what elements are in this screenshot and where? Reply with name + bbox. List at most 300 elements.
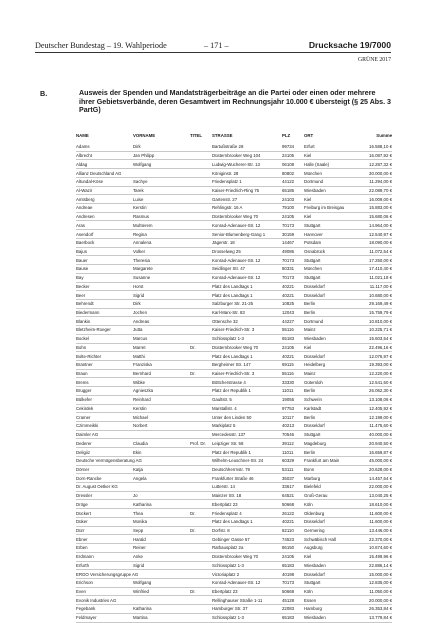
titel-cell bbox=[190, 552, 212, 561]
titel-cell bbox=[190, 177, 212, 186]
vorname-cell: Claudia bbox=[133, 440, 148, 446]
summe-cell: 12.287,32 € bbox=[369, 161, 392, 167]
summe-cell: 22.089,70 € bbox=[369, 187, 392, 193]
titel-cell bbox=[190, 430, 212, 439]
titel-cell bbox=[190, 160, 212, 169]
strasse-cell: Rathausplatz 2a bbox=[212, 545, 244, 551]
name-cell: Evonik Industries AG bbox=[76, 597, 117, 603]
titel-cell bbox=[190, 299, 212, 308]
summe-cell: 12.220,00 € bbox=[369, 371, 392, 377]
table-row bbox=[76, 204, 392, 213]
plz-cell: 70173 bbox=[282, 275, 295, 281]
strasse-cell: Mainzer Str. 18 bbox=[212, 493, 242, 499]
table-row bbox=[76, 587, 392, 596]
table-row bbox=[76, 256, 392, 265]
vorname-cell: Martina bbox=[133, 615, 148, 621]
name-cell: Cekirdek bbox=[76, 405, 94, 411]
titel-cell bbox=[190, 204, 212, 213]
party-label: GRÜNE 2017 bbox=[357, 57, 391, 63]
summe-cell: 45.000,00 € bbox=[369, 458, 392, 464]
summe-cell: 14.457,64 € bbox=[369, 475, 392, 481]
vorname-cell: Margarete bbox=[133, 266, 153, 272]
vorname-cell: Jo bbox=[133, 493, 138, 499]
summe-cell: 16.087,92 € bbox=[369, 153, 392, 159]
vorname-cell: Kerstin bbox=[133, 405, 147, 411]
ort-cell: Stuttgart bbox=[304, 257, 321, 263]
table-row bbox=[76, 238, 392, 247]
strasse-cell: Schlossplatz 1-3 bbox=[212, 615, 244, 621]
strasse-cell: Bergheimer Str. 147 bbox=[212, 362, 251, 368]
titel-cell: Dr. bbox=[190, 589, 196, 595]
name-cell: Dederer bbox=[76, 440, 92, 446]
ort-cell: Düsseldorf bbox=[304, 283, 325, 289]
column-header-ort: ORT bbox=[304, 133, 314, 138]
titel-cell bbox=[190, 143, 212, 151]
plz-cell: 65183 bbox=[282, 615, 295, 621]
name-cell: Bay bbox=[76, 275, 84, 281]
ort-cell: Osnabrück bbox=[304, 248, 326, 254]
vorname-cell: Winfried bbox=[133, 589, 149, 595]
vorname-cell: Katja bbox=[133, 466, 143, 472]
summe-cell: 11.600,00 € bbox=[369, 510, 392, 516]
titel-cell bbox=[190, 212, 212, 221]
strasse-cell: Friedensplatz 1 bbox=[212, 179, 242, 185]
strasse-cell: Platz der Republik 1 bbox=[212, 449, 251, 455]
strasse-cell: Drosselweg 25 bbox=[212, 248, 241, 254]
strasse-cell: Frankfurter Straße 46 bbox=[212, 475, 254, 481]
name-cell: Dürr bbox=[76, 527, 85, 533]
table-row bbox=[76, 465, 392, 474]
name-cell: Even bbox=[76, 589, 86, 595]
plz-cell: 40221 bbox=[282, 292, 295, 298]
table-row bbox=[76, 299, 392, 308]
titel-cell bbox=[190, 544, 212, 553]
ort-cell: Dortmund bbox=[304, 318, 324, 324]
table-row bbox=[76, 387, 392, 396]
titel-cell: Dr. bbox=[190, 510, 196, 516]
summe-cell: 26.062,30 € bbox=[369, 388, 392, 394]
table-row bbox=[76, 413, 392, 422]
summe-cell: 15.883,00 € bbox=[369, 205, 392, 211]
titel-cell bbox=[190, 570, 212, 579]
name-cell: Braun bbox=[76, 371, 88, 377]
ort-cell: Bonn bbox=[304, 466, 315, 472]
table-row bbox=[76, 177, 392, 186]
name-cell: Brems bbox=[76, 379, 89, 385]
titel-cell bbox=[190, 151, 212, 160]
ort-cell: Berlin bbox=[304, 449, 316, 455]
vorname-cell: Reiner bbox=[133, 545, 146, 551]
name-cell: Dörner bbox=[76, 466, 90, 472]
ort-cell: Berlin bbox=[304, 414, 316, 420]
titel-cell bbox=[190, 613, 212, 622]
strasse-cell: Dorfstr. 8 bbox=[212, 527, 230, 533]
ort-cell: Dortmund bbox=[304, 179, 324, 185]
plz-cell: 40221 bbox=[282, 283, 295, 289]
table-row bbox=[76, 500, 392, 509]
strasse-cell: Konrad-Adenauer-Str. 12 bbox=[212, 222, 261, 228]
vorname-cell: Dirk bbox=[133, 144, 141, 150]
table-row bbox=[76, 526, 392, 535]
strasse-cell: Platz des Landtags 1 bbox=[212, 519, 253, 525]
strasse-cell: Ebertplatz 23 bbox=[212, 589, 238, 595]
summe-cell: 12.540,97 € bbox=[369, 231, 392, 237]
table-row bbox=[76, 143, 392, 151]
ort-cell: Bielefeld bbox=[304, 484, 321, 490]
ort-cell: Wiesbaden bbox=[304, 187, 326, 193]
summe-cell: 16.009,00 € bbox=[369, 196, 392, 202]
table-row bbox=[76, 212, 392, 221]
plz-cell: 40198 bbox=[282, 571, 295, 577]
ort-cell: Kiel bbox=[304, 344, 312, 350]
strasse-cell: Hamburger Str. 37 bbox=[212, 606, 248, 612]
table-row bbox=[76, 221, 392, 230]
name-cell: ERGO Versicherungsgruppe AG bbox=[76, 571, 139, 577]
plz-cell: 26122 bbox=[282, 510, 295, 516]
plz-cell: 24103 bbox=[282, 196, 295, 202]
titel-cell bbox=[190, 230, 212, 239]
name-cell: Dückert bbox=[76, 510, 91, 516]
vorname-cell: Annalena bbox=[133, 240, 152, 246]
ort-cell: Düsseldorf bbox=[304, 519, 325, 525]
name-cell: Becker bbox=[76, 283, 90, 289]
ort-cell: Wiesbaden bbox=[304, 615, 326, 621]
name-cell: Aldag bbox=[76, 161, 88, 167]
vorname-cell: Ekin bbox=[133, 449, 142, 455]
strasse-cell: Marstallstr. 4 bbox=[212, 405, 237, 411]
name-cell: Andreae bbox=[76, 205, 93, 211]
strasse-cell: Konrad-Adenauer-Str. 12 bbox=[212, 257, 261, 263]
table-row bbox=[76, 230, 392, 239]
titel-cell bbox=[190, 221, 212, 230]
summe-cell: 13.108,06 € bbox=[369, 397, 392, 403]
table-row bbox=[76, 578, 392, 587]
plz-cell: 24105 bbox=[282, 554, 295, 560]
name-cell: Erfurth bbox=[76, 562, 90, 568]
table-row bbox=[76, 334, 392, 343]
plz-cell: 11011 bbox=[282, 449, 294, 455]
strasse-cell: Leipziger Str. 58 bbox=[212, 440, 244, 446]
plz-cell: 10117 bbox=[282, 414, 294, 420]
table-row bbox=[76, 509, 392, 518]
ort-cell: Schwerin bbox=[304, 397, 322, 403]
summe-cell: 15.680,06 € bbox=[369, 214, 392, 220]
strasse-cell: Königinstr. 28 bbox=[212, 170, 239, 176]
summe-cell: 11.600,00 € bbox=[369, 519, 392, 525]
strasse-cell: Konrad-Adenauer-Str. 12 bbox=[212, 580, 261, 586]
column-header-strasse: STRASSE bbox=[212, 133, 233, 138]
summe-cell: 13.040,25 € bbox=[369, 493, 392, 499]
vorname-cell: Norbert bbox=[133, 423, 148, 429]
vorname-cell: Susanne bbox=[133, 275, 151, 281]
ort-cell: Frankfurt am Main bbox=[304, 458, 340, 464]
ort-cell: Berlin bbox=[304, 301, 316, 307]
plz-cell: 33330 bbox=[282, 379, 295, 385]
section-letter: B. bbox=[40, 89, 48, 98]
strasse-cell: Konrad-Adenauer-Str. 12 bbox=[212, 275, 261, 281]
strasse-cell: Karl-Marx-Str. 83 bbox=[212, 310, 245, 316]
summe-cell: 11.117,00 € bbox=[369, 283, 392, 289]
ort-cell: Köln bbox=[304, 501, 313, 507]
name-cell: Cramer bbox=[76, 414, 91, 420]
titel-cell bbox=[190, 465, 212, 474]
titel-cell bbox=[190, 186, 212, 195]
vorname-cell: Reinhard bbox=[133, 397, 151, 403]
ort-cell: Düsseldorf bbox=[304, 571, 325, 577]
plz-cell: 65183 bbox=[282, 336, 295, 342]
name-cell: Fegebank bbox=[76, 606, 96, 612]
vorname-cell: Horst bbox=[133, 283, 144, 289]
summe-cell: 11.021,18 € bbox=[369, 275, 392, 281]
header-rule bbox=[35, 52, 391, 53]
plz-cell: 65183 bbox=[282, 562, 295, 568]
plz-cell: 10825 bbox=[282, 301, 295, 307]
name-cell: Erichson bbox=[76, 580, 93, 586]
summe-cell: 22.886,14 € bbox=[369, 562, 392, 568]
plz-cell: 11011 bbox=[282, 388, 294, 394]
donor-table bbox=[76, 133, 392, 623]
vorname-cell bbox=[133, 570, 190, 579]
strasse-cell: Bartußstraße 28 bbox=[212, 144, 244, 150]
plz-cell: 40213 bbox=[282, 423, 295, 429]
table-row bbox=[76, 326, 392, 335]
strasse-cell: Kaiser-Friedrich-Str. 3 bbox=[212, 371, 255, 377]
ort-cell: München bbox=[304, 266, 322, 272]
summe-cell: 15.759,79 € bbox=[369, 310, 392, 316]
plz-cell: 40221 bbox=[282, 519, 295, 525]
titel-cell bbox=[190, 578, 212, 587]
name-cell: Bülkefer bbox=[76, 397, 92, 403]
plz-cell: 24105 bbox=[282, 344, 295, 350]
vorname-cell: Wibke bbox=[133, 379, 146, 385]
strasse-cell: Ludwig-Wucherer-Str. 13 bbox=[212, 161, 260, 167]
titel-cell bbox=[190, 352, 212, 361]
titel-cell bbox=[190, 596, 212, 605]
titel-cell bbox=[190, 308, 212, 317]
vorname-cell: Monika bbox=[133, 519, 148, 525]
ort-cell: Berlin bbox=[304, 310, 316, 316]
name-cell: Beer bbox=[76, 292, 86, 298]
name-cell: Feldmayer bbox=[76, 615, 97, 621]
table-row bbox=[76, 448, 392, 457]
vorname-cell: Muhterem bbox=[133, 222, 153, 228]
titel-cell bbox=[190, 169, 212, 178]
titel-cell bbox=[190, 605, 212, 614]
vorname-cell: Marcus bbox=[133, 336, 148, 342]
summe-cell: 30.000,00 € bbox=[369, 170, 392, 176]
titel-cell bbox=[190, 378, 212, 387]
vorname-cell: Katharina bbox=[133, 606, 152, 612]
plz-cell: 06108 bbox=[282, 161, 295, 167]
summe-cell: 22.000,00 € bbox=[369, 484, 392, 490]
plz-cell: 22083 bbox=[282, 606, 295, 612]
titel-cell: Dr. bbox=[190, 527, 196, 533]
ort-cell: München bbox=[304, 170, 322, 176]
plz-cell: 45128 bbox=[282, 597, 295, 603]
strasse-cell: Platz des Landtags 1 bbox=[212, 283, 253, 289]
vorname-cell: Theresia bbox=[133, 257, 150, 263]
plz-cell: 39112 bbox=[282, 440, 294, 446]
strasse-cell: Kaiser-Friedrich-Str. 3 bbox=[212, 327, 255, 333]
vorname-cell: Katharina bbox=[133, 501, 152, 507]
plz-cell: 97753 bbox=[282, 405, 295, 411]
ort-cell: Karlstadt bbox=[304, 405, 322, 411]
ort-cell: Wiesbaden bbox=[304, 336, 326, 342]
drucksache-number: Drucksache 19/7000 bbox=[308, 40, 391, 50]
strasse-cell: Düsternbrooker Weg 70 bbox=[212, 344, 259, 350]
titel-cell: Dr. bbox=[190, 371, 196, 377]
titel-cell bbox=[190, 483, 212, 492]
titel-cell bbox=[190, 500, 212, 509]
summe-cell: 13.779,84 € bbox=[369, 615, 392, 621]
vorname-cell: Sigrid bbox=[133, 562, 145, 568]
strasse-cell: Platz der Republik 1 bbox=[212, 388, 251, 394]
summe-cell: 11.072,54 € bbox=[369, 248, 392, 254]
table-row bbox=[76, 596, 392, 605]
table-row bbox=[76, 273, 392, 282]
strasse-cell: Jägerstr. 18 bbox=[212, 240, 235, 246]
name-cell: Deligiiz bbox=[76, 449, 91, 455]
titel-cell bbox=[190, 265, 212, 274]
titel-cell bbox=[190, 256, 212, 265]
strasse-cell: Böttcherstrasse 4 bbox=[212, 379, 246, 385]
ort-cell: Essen bbox=[304, 597, 317, 603]
plz-cell: 86150 bbox=[282, 545, 295, 551]
summe-cell: 12.076,97 € bbox=[369, 353, 392, 359]
table-row bbox=[76, 535, 392, 544]
table-row bbox=[76, 352, 392, 361]
summe-cell: 11.294,00 € bbox=[369, 179, 392, 185]
table-row bbox=[76, 552, 392, 561]
summe-cell: 12.199,00 € bbox=[369, 414, 392, 420]
strasse-cell: Victoriaplatz 2 bbox=[212, 571, 240, 577]
column-header-summe: Summe bbox=[376, 133, 392, 138]
table-row bbox=[76, 308, 392, 317]
vorname-cell: Wolfgang bbox=[133, 161, 152, 167]
name-cell: Dröge bbox=[76, 501, 88, 507]
summe-cell: 15.000,00 € bbox=[369, 571, 392, 577]
strasse-cell: Kaiser-Friedrich-Ring 75 bbox=[212, 187, 260, 193]
table-row bbox=[76, 360, 392, 369]
vorname-cell: Regina bbox=[133, 231, 147, 237]
ort-cell: Halle (Saale) bbox=[304, 161, 330, 167]
strasse-cell: Düsternbrooker Weg 104 bbox=[212, 153, 261, 159]
ort-cell: Kiel bbox=[304, 214, 312, 220]
ort-cell: Stuttgart bbox=[304, 275, 321, 281]
titel-cell bbox=[190, 404, 212, 413]
plz-cell: 70546 bbox=[282, 432, 295, 438]
ort-cell: Marburg bbox=[304, 475, 321, 481]
plz-cell: 60329 bbox=[282, 458, 295, 464]
vorname-cell: Anke bbox=[133, 554, 143, 560]
titel-cell bbox=[190, 387, 212, 396]
summe-cell: 40.000,00 € bbox=[369, 432, 392, 438]
titel-cell bbox=[190, 360, 212, 369]
ort-cell: Gütersloh bbox=[304, 379, 323, 385]
ort-cell: Freiburg im Breisgau bbox=[304, 205, 345, 211]
plz-cell: 49086 bbox=[282, 248, 295, 254]
name-cell: Aras bbox=[76, 222, 85, 228]
strasse-cell: Gebinger Gasse 67 bbox=[212, 536, 250, 542]
summe-cell: 11.050,00 € bbox=[369, 589, 392, 595]
ort-cell: Kiel bbox=[304, 153, 312, 159]
titel-cell bbox=[190, 334, 212, 343]
titel-cell bbox=[190, 474, 212, 483]
plz-cell: 70173 bbox=[282, 580, 295, 586]
strasse-cell: Gartenstr. 27 bbox=[212, 196, 238, 202]
ort-cell: Mainz bbox=[304, 327, 316, 333]
name-cell: Bause bbox=[76, 266, 89, 272]
page-number: – 171 – bbox=[204, 41, 229, 50]
summe-cell: 12.835,00 € bbox=[369, 580, 392, 586]
strasse-cell: Unter den Linden 50 bbox=[212, 414, 252, 420]
ort-cell: Hamburg bbox=[304, 606, 322, 612]
ort-cell: Magdeburg bbox=[304, 440, 326, 446]
summe-cell: 12.405,92 € bbox=[369, 405, 392, 411]
titel-cell: Dr. bbox=[190, 344, 196, 350]
summe-cell: 17.250,00 € bbox=[369, 257, 392, 263]
name-cell: Andresen bbox=[76, 214, 95, 220]
vorname-cell: Agnieszka bbox=[133, 388, 154, 394]
titel-cell bbox=[190, 456, 212, 465]
plz-cell: 40221 bbox=[282, 353, 295, 359]
plz-cell: 35037 bbox=[282, 475, 295, 481]
strasse-cell: Wilhelm-Leuschner-Str. 24 bbox=[212, 458, 264, 464]
vorname-cell: Rasmus bbox=[133, 214, 149, 220]
summe-cell: 22.496,16 € bbox=[369, 344, 392, 350]
plz-cell: 65185 bbox=[282, 187, 295, 193]
strasse-cell: Friedensplatz 4 bbox=[212, 510, 242, 516]
ort-cell: Stuttgart bbox=[304, 222, 321, 228]
table-row bbox=[76, 160, 392, 169]
ort-cell: Düsseldorf bbox=[304, 292, 325, 298]
titel-cell bbox=[190, 273, 212, 282]
table-row bbox=[76, 291, 392, 300]
plz-cell: 24105 bbox=[282, 153, 295, 159]
vorname-cell: Angela bbox=[133, 475, 147, 481]
vorname-cell bbox=[133, 596, 190, 605]
table-row bbox=[76, 439, 392, 448]
summe-cell: 15.499,96 € bbox=[369, 554, 392, 560]
titel-cell bbox=[190, 326, 212, 335]
section-title: Ausweis der Spenden und Mandatsträgerbeiträge an die Partei oder einen oder mehrere ihrer Gebietsverbände, deren Gesamtwert im Rechnungsjahr 10.000 € übersteigt (§ 25 Abs. 3 PartG) bbox=[79, 89, 391, 115]
summe-cell: 22.370,00 € bbox=[369, 536, 392, 542]
plz-cell: 44227 bbox=[282, 318, 295, 324]
titel-cell bbox=[190, 561, 212, 570]
titel-cell bbox=[190, 448, 212, 457]
strasse-cell: Düsternbrooker Weg 70 bbox=[212, 214, 259, 220]
vorname-cell: Jutta bbox=[133, 327, 143, 333]
table-row bbox=[76, 570, 392, 579]
table-row bbox=[76, 395, 392, 404]
name-cell: Bauer bbox=[76, 257, 88, 263]
table-row bbox=[76, 169, 392, 178]
plz-cell: 33617 bbox=[282, 484, 295, 490]
ort-cell: Germering bbox=[304, 527, 325, 533]
vorname-cell: Andreas bbox=[133, 318, 150, 324]
vorname-cell: Volker bbox=[133, 248, 146, 254]
summe-cell: 10.810,00 € bbox=[369, 318, 392, 324]
name-cell: Dr. August Oetker KG bbox=[76, 484, 118, 490]
vorname-cell: Sachye bbox=[133, 179, 148, 185]
titel-cell bbox=[190, 413, 212, 422]
summe-cell: 14.964,00 € bbox=[369, 222, 392, 228]
strasse-cell: Rehlingstr. 16 A bbox=[212, 205, 243, 211]
titel-cell bbox=[190, 247, 212, 256]
ort-cell: Mainz bbox=[304, 371, 316, 377]
ort-cell: Augsburg bbox=[304, 545, 323, 551]
strasse-cell: Ottensche 32 bbox=[212, 318, 238, 324]
